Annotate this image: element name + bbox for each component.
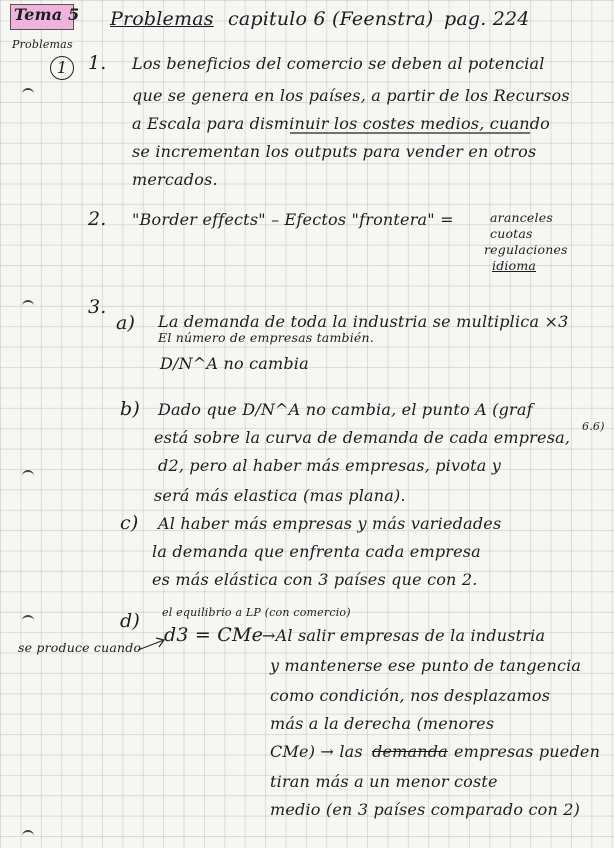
q1-line: a Escala para disminuir los costes medios, cuando [132,114,550,133]
tema-label: Tema 5 [14,5,80,24]
q3b-label: b) [120,398,140,420]
q3a-line: D/N^A no cambia [160,354,309,373]
q3a-line: El número de empresas también. [158,330,374,345]
problemas-margin-label: Problemas [12,38,73,51]
q3b-graph-note: 6.6) [582,420,605,433]
q2-list-item: regulaciones [484,242,568,257]
q3d-line: CMe) → las [270,742,363,761]
q3c-line: la demanda que enfrenta cada empresa [152,542,481,561]
q2-text: "Border effects" – Efectos "frontera" = [132,210,454,229]
q1-line: mercados. [132,170,218,189]
q1-line: Los beneficios del comercio se deben al potencial [132,54,545,73]
q3d-line: y mantenerse ese punto de tangencia [270,656,582,675]
q3c-label: c) [120,512,139,534]
q3b-line: será más elastica (mas plana). [154,486,406,505]
q3b-line: d2, pero al haber más empresas, pivota y [158,456,501,475]
q2-list-item: idioma [492,258,537,273]
q3d-line: →Al salir empresas de la industria [262,626,546,645]
q3c-line: es más elástica con 3 países que con 2. [152,570,478,589]
q3d-line: más a la derecha (menores [270,714,495,733]
q3b-line: Dado que D/N^A no cambia, el punto A (graf [158,400,533,419]
problem-number-circle: 1 [50,56,74,80]
chapter-reference: capitulo 6 (Feenstra) [228,8,434,30]
q1-line: que se genera en los países, a partir de los Recursos [132,86,570,105]
q2-number: 2. [88,208,107,230]
q3d-line: tiran más a un menor coste [270,772,498,791]
q3d-line: empresas pueden [454,742,601,761]
q3d-label: d) [120,610,140,632]
q3d-note: el equilibrio a LP (con comercio) [162,606,351,619]
q3b-line: está sobre la curva de demanda de cada empresa, [154,428,571,447]
q3d-line: medio (en 3 países comparado con 2) [270,800,581,819]
q3-number: 3. [88,296,107,318]
q3a-label: a) [116,312,136,334]
page-reference: pag. 224 [444,8,530,30]
q3d-equation: d3 = CMe [164,624,264,646]
q3d-struck-word: demanda [372,742,448,761]
q2-list-item: cuotas [490,226,533,241]
q1-line: se incrementan los outputs para vender en otros [132,142,537,161]
q2-list-item: aranceles [490,210,553,225]
q3c-line: Al haber más empresas y más variedades [158,514,502,533]
q3a-line: La demanda de toda la industria se multiplica ×3 [158,312,569,331]
margin-note: se produce cuando [18,640,142,655]
q3d-line: como condición, nos desplazamos [270,686,551,705]
page-title: Problemas [110,8,214,30]
q1-number: 1. [88,52,107,74]
